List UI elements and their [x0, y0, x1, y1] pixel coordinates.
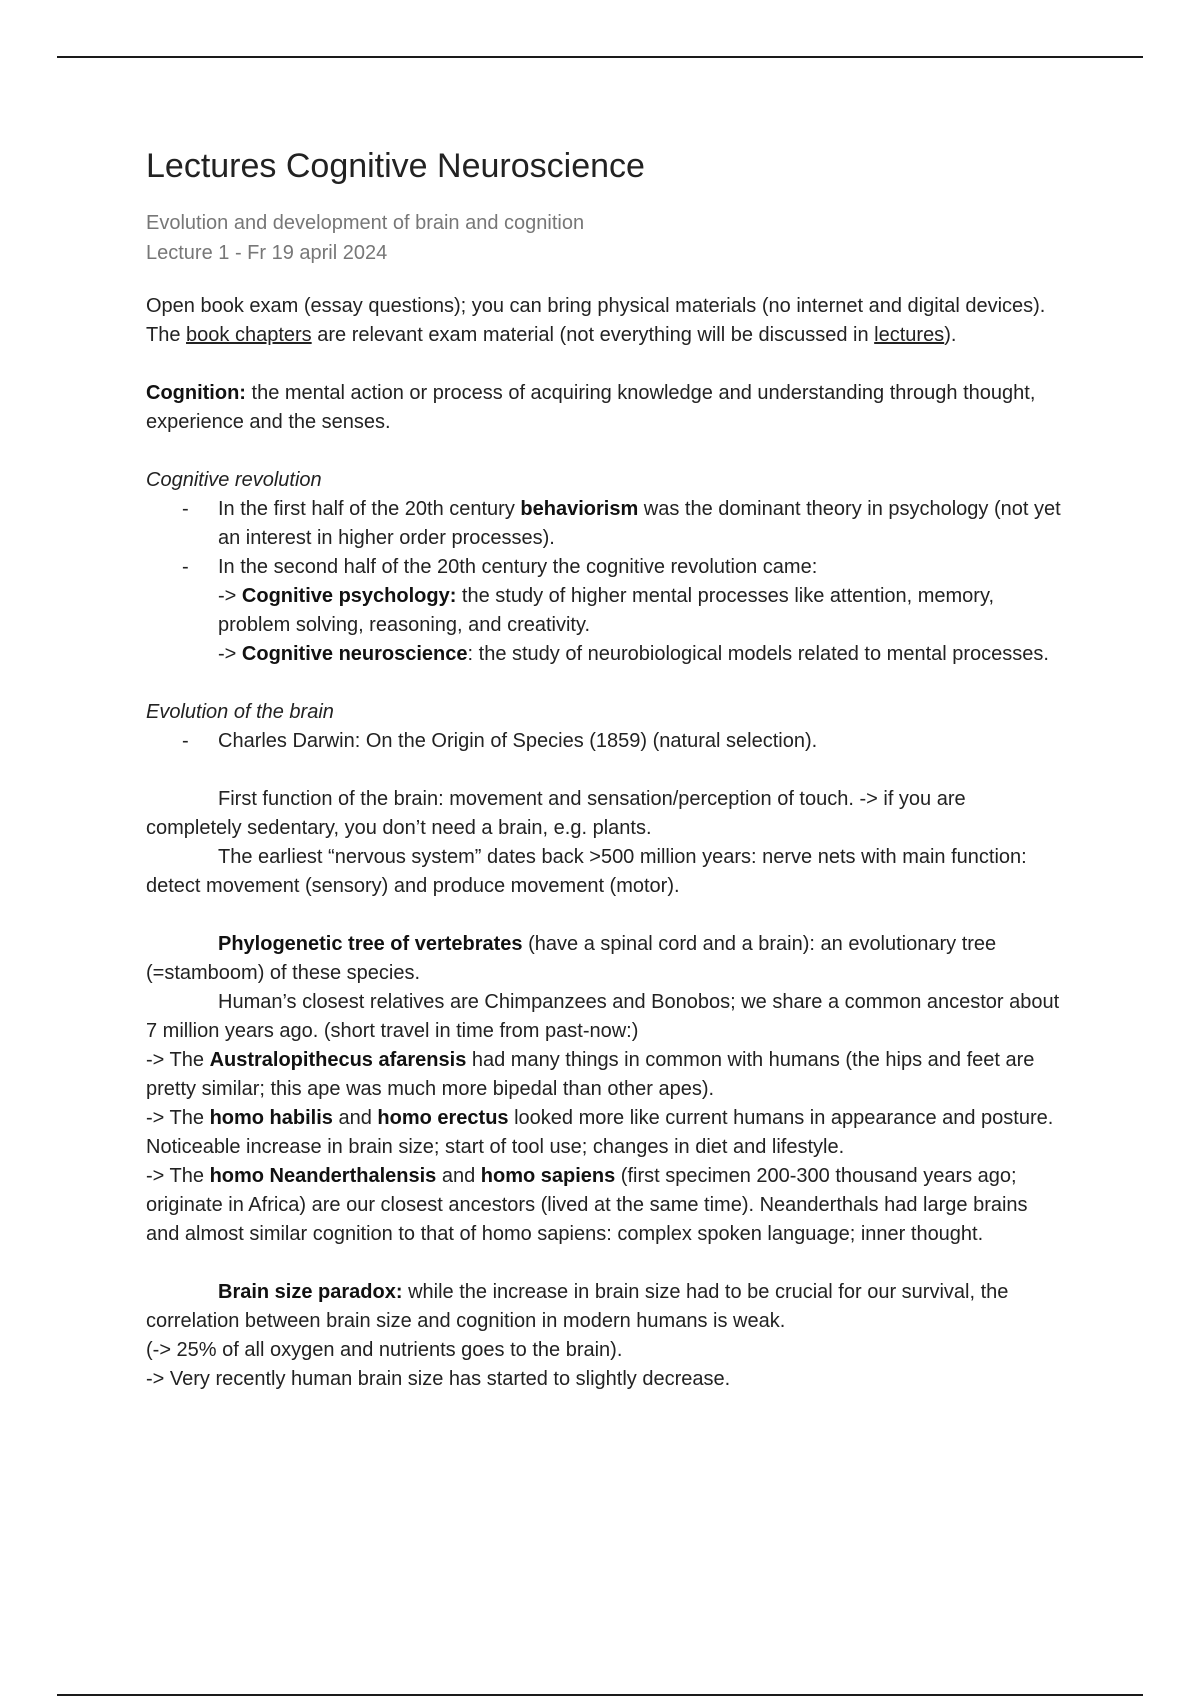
cognition-text: the mental action or process of acquiring knowledge and understanding through thought, experience and the senses. — [146, 382, 1036, 433]
paragraph-text: (first specimen 200-300 thousand years ago; originate in Africa) are our closest ancestors (lived at the same time). Neanderthals had large brains and almost similar cognition to that of homo sapiens: complex spoken language; inner thought. — [146, 1165, 1028, 1245]
australopithecus-term: Australopithecus afarensis — [209, 1049, 467, 1071]
cognitive-revolution-list — [146, 495, 1066, 669]
relatives-paragraph: Human’s closest relatives are Chimpanzees and Bonobos; we share a common ancestor about 7 million years ago. (short travel in time from past-now:) — [146, 991, 1060, 1042]
evolution-heading: Evolution of the brain — [146, 701, 334, 723]
top-rule — [57, 56, 1143, 58]
document-title: Lectures Cognitive Neuroscience — [146, 147, 645, 185]
paragraph-text: and — [332, 1107, 378, 1129]
intro-text: ). — [944, 324, 957, 346]
brain-size-paradox-paragraph — [146, 1278, 1066, 1336]
oxygen-line: (-> 25% of all oxygen and nutrients goes to the brain). — [146, 1339, 623, 1361]
homo-erectus-term: homo erectus — [377, 1107, 509, 1129]
list-item — [218, 495, 1066, 553]
homo-neanderthalensis-term: homo Neanderthalensis — [209, 1165, 437, 1187]
homo-sapiens-term: homo sapiens — [480, 1165, 616, 1187]
list-text: the study of higher mental processes like attention, memory, problem solving, reasoning, and creativity. — [218, 585, 995, 636]
subtitle-block — [146, 208, 1066, 268]
intro-paragraph-2 — [146, 321, 1066, 350]
bottom-rule — [57, 1694, 1143, 1696]
list-text: In the first half of the 20th century — [218, 498, 521, 520]
paragraph-text: (have a spinal cord and a brain): an evolutionary tree (=stamboom) of these species. — [146, 933, 997, 984]
lectures-link[interactable]: lectures — [874, 324, 945, 346]
phylogenetic-term: Phylogenetic tree of vertebrates — [218, 933, 523, 955]
homo-habilis-term: homo habilis — [209, 1107, 333, 1129]
list-text: : the study of neurobiological models related to mental processes. — [467, 643, 1049, 665]
evolution-paragraph-2: The earliest “nervous system” dates back >500 million years: nerve nets with main function: detect movement (sensory) and produce movement (motor). — [146, 846, 1027, 897]
evolution-list — [146, 727, 1066, 756]
cognitive-neuroscience-term: Cognitive neuroscience — [241, 643, 468, 665]
subtitle-line-1: Evolution and development of brain and cognition — [146, 212, 585, 234]
intro-text: The — [146, 324, 187, 346]
subtitle-line-2: Lecture 1 - Fr 19 april 2024 — [146, 242, 388, 264]
cognition-definition — [146, 379, 1066, 437]
brain-decrease-line: -> Very recently human brain size has started to slightly decrease. — [146, 1368, 731, 1390]
list-text: was the dominant theory in psychology (not yet an interest in higher order processes). — [218, 498, 1061, 549]
arrow-text: -> The — [146, 1165, 210, 1187]
cognitive-psychology-line — [218, 582, 1066, 640]
habilis-paragraph — [146, 1104, 1066, 1162]
cognition-term: Cognition: — [146, 382, 246, 404]
brain-size-paradox-term: Brain size paradox: — [218, 1281, 403, 1303]
evolution-paragraph-1: First function of the brain: movement and sensation/perception of touch. -> if you are completely sedentary, you don’t need a brain, e.g. plants. — [146, 788, 966, 839]
document-body — [146, 140, 1066, 1394]
paragraph-text: looked more like current humans in appearance and posture. Noticeable increase in brain size; start of tool use; changes in diet and lifestyle. — [146, 1107, 1054, 1158]
australopithecus-paragraph — [146, 1046, 1066, 1104]
cognitive-psychology-term: Cognitive psychology: — [241, 585, 457, 607]
list-item: - Charles Darwin: On the Origin of Species (1859) (natural selection). — [218, 727, 1066, 756]
intro-paragraph-1: Open book exam (essay questions); you can bring physical materials (no internet and digital devices). — [146, 295, 1046, 317]
arrow-text: -> — [218, 643, 242, 665]
book-chapters-link[interactable]: book chapters — [186, 324, 312, 346]
arrow-text: -> The — [146, 1107, 210, 1129]
arrow-text: -> The — [146, 1049, 210, 1071]
list-text: - In the second half of the 20th century the cognitive revolution came: — [218, 556, 818, 578]
cognitive-revolution-heading: Cognitive revolution — [146, 469, 322, 491]
paragraph-text: had many things in common with humans (the hips and feet are pretty similar; this ape was much more bipedal than other apes). — [146, 1049, 1035, 1100]
arrow-text: -> — [218, 585, 242, 607]
paragraph-text: and — [436, 1165, 481, 1187]
behaviorism-term: behaviorism — [520, 498, 639, 520]
neanderthalensis-paragraph — [146, 1162, 1066, 1249]
paragraph-text: while the increase in brain size had to be crucial for our survival, the correlation between brain size and cognition in modern humans is weak. — [146, 1281, 1009, 1332]
cognitive-neuroscience-line — [218, 640, 1066, 669]
intro-text: are relevant exam material (not everything will be discussed in — [311, 324, 875, 346]
list-item — [218, 553, 1066, 669]
phylogenetic-paragraph — [146, 930, 1066, 988]
